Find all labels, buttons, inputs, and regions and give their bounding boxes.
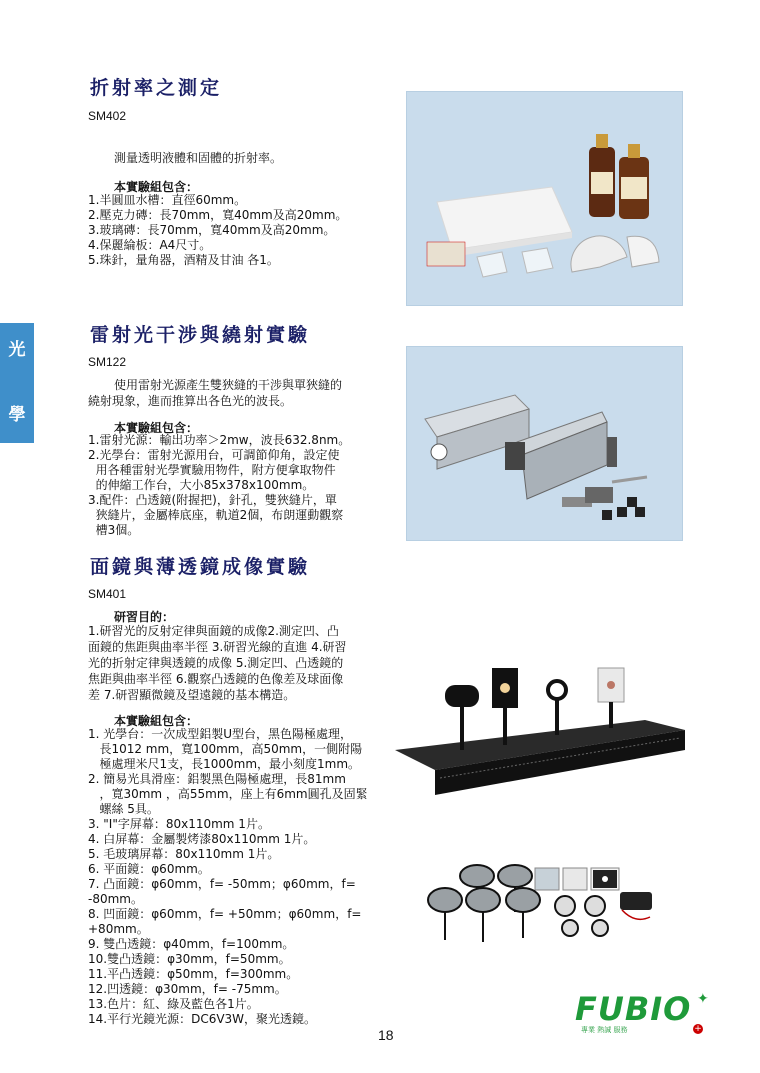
section-3-items	[88, 727, 398, 1027]
sidebar-char-1: 光	[8, 340, 26, 360]
optical-bench-illustration	[395, 640, 685, 820]
purpose-line: 1.研習光的反射定律與面鏡的成像2.測定凹、凸	[88, 624, 339, 638]
list-item: 6. 平面鏡：φ60mm。	[88, 862, 210, 876]
list-item: 1.雷射光源：輸出功率＞2mw，波長632.8nm。	[88, 433, 351, 447]
mirrors-lenses-photo	[425, 862, 665, 972]
section-2-description-line-1: 使用雷射光源產生雙狹縫的干涉與單狹縫的	[114, 378, 343, 392]
section-1-kit-heading: 本實驗組包含：	[114, 180, 199, 194]
section-3-title: 面鏡與薄透鏡成像實驗	[90, 556, 311, 578]
list-item: 4.保麗綸板：A4尺寸。	[88, 238, 212, 252]
list-item: 5.珠針，量角器，酒精及甘油 各1。	[88, 253, 279, 267]
laser-kit-illustration	[407, 347, 682, 540]
list-item: 8. 凹面鏡：φ60mm，f= +50mm；φ60mm，f= +80mm。	[88, 907, 366, 936]
list-item: 14.平行光鏡光源：DC6V3W，聚光透鏡。	[88, 1012, 317, 1026]
refraction-kit-illustration	[407, 92, 682, 305]
purpose-line: 光的折射定律與透鏡的成像 5.測定凹、凸透鏡的	[88, 656, 344, 670]
cross-icon: +	[694, 1024, 702, 1034]
sidebar-tab	[0, 323, 34, 443]
list-item: 1. 光學台：一次成型鋁製U型台，黑色陽極處理， 長1012 mm，寬100mm，高50mm，一側附陽 極處理米尺1支，長1000mm，最小刻度1mm。	[88, 727, 363, 771]
section-1-description: 測量透明液體和固體的折射率。	[114, 151, 283, 165]
section-3-kit-heading: 本實驗組包含：	[114, 714, 199, 728]
list-item: 2. 簡易光具滑座：鋁製黑色陽極處理，長81mm ，寬30mm ，高55mm，座上有6mm圓孔及固緊 螺絲 5具。	[88, 772, 368, 816]
purpose-line: 差 7.研習顯微鏡及望遠鏡的基本構造。	[88, 688, 296, 702]
section-1-model: SM402	[88, 109, 127, 123]
list-item: 12.凹透鏡：φ30mm，f= -75mm。	[88, 982, 287, 996]
section-1-items	[88, 193, 388, 268]
list-item: 13.色片：紅、綠及藍色各1片。	[88, 997, 259, 1011]
brand-logo	[575, 990, 725, 1035]
list-item: 3.配件：凸透鏡(附握把)，針孔，雙狹縫片，單 狹縫片，金屬棒底座，軌道2個，布朗運動觀察 槽3個。	[88, 493, 344, 537]
list-item: 9. 雙凸透鏡：φ40mm，f=100mm。	[88, 937, 295, 951]
section-3-purpose	[88, 623, 388, 703]
section-1-title: 折射率之測定	[90, 77, 223, 99]
list-item: 4. 白屏幕：金屬製烤漆80x110mm 1片。	[88, 832, 316, 846]
list-item: 3. "I"字屏幕：80x110mm 1片。	[88, 817, 270, 831]
list-item: 1.半圓皿水槽：直徑60mm。	[88, 193, 247, 207]
refraction-kit-photo	[406, 91, 683, 306]
page-number: 18	[378, 1027, 394, 1043]
section-2-title: 雷射光干涉與繞射實驗	[90, 324, 311, 346]
laser-kit-photo	[406, 346, 683, 541]
section-2-description-line-2: 繞射現象，進而推算出各色光的波長。	[88, 394, 293, 408]
brand-name: FUBIO	[575, 990, 692, 1028]
purpose-line: 面鏡的焦距與曲率半徑 3.研習光線的直進 4.研習	[88, 640, 347, 654]
section-3-purpose-heading: 研習目的：	[114, 610, 175, 624]
list-item: 10.雙凸透鏡：φ30mm，f=50mm。	[88, 952, 291, 966]
section-2-model: SM122	[88, 355, 127, 369]
brand-tagline: 專業 熱誠 服務	[581, 1026, 628, 1034]
maple-leaf-icon: ✦	[697, 991, 709, 1007]
list-item: 7. 凸面鏡：φ60mm，f= -50mm；φ60mm，f= -80mm。	[88, 877, 360, 906]
list-item: 11.平凸透鏡：φ50mm，f=300mm。	[88, 967, 299, 981]
sidebar-char-2: 學	[8, 405, 26, 425]
mirrors-lenses-illustration	[425, 862, 665, 972]
list-item: 2.光學台：雷射光源用台，可調節仰角，設定使 用各種雷射光學實驗用物件，附方便拿取物件 的伸縮工作台，大小85x378x100mm。	[88, 448, 340, 492]
purpose-line: 焦距與曲率半徑 6.觀察凸透鏡的色像差及球面像	[88, 672, 344, 686]
list-item: 5. 毛玻璃屏幕：80x110mm 1片。	[88, 847, 280, 861]
list-item: 3.玻璃磚：長70mm，寬40mm及高20mm。	[88, 223, 336, 237]
section-2-kit-heading: 本實驗組包含：	[114, 421, 199, 435]
list-item: 2.壓克力磚：長70mm，寬40mm及高20mm。	[88, 208, 348, 222]
section-2-items	[88, 433, 388, 538]
section-3-model: SM401	[88, 587, 127, 601]
optical-bench-photo	[395, 640, 685, 820]
